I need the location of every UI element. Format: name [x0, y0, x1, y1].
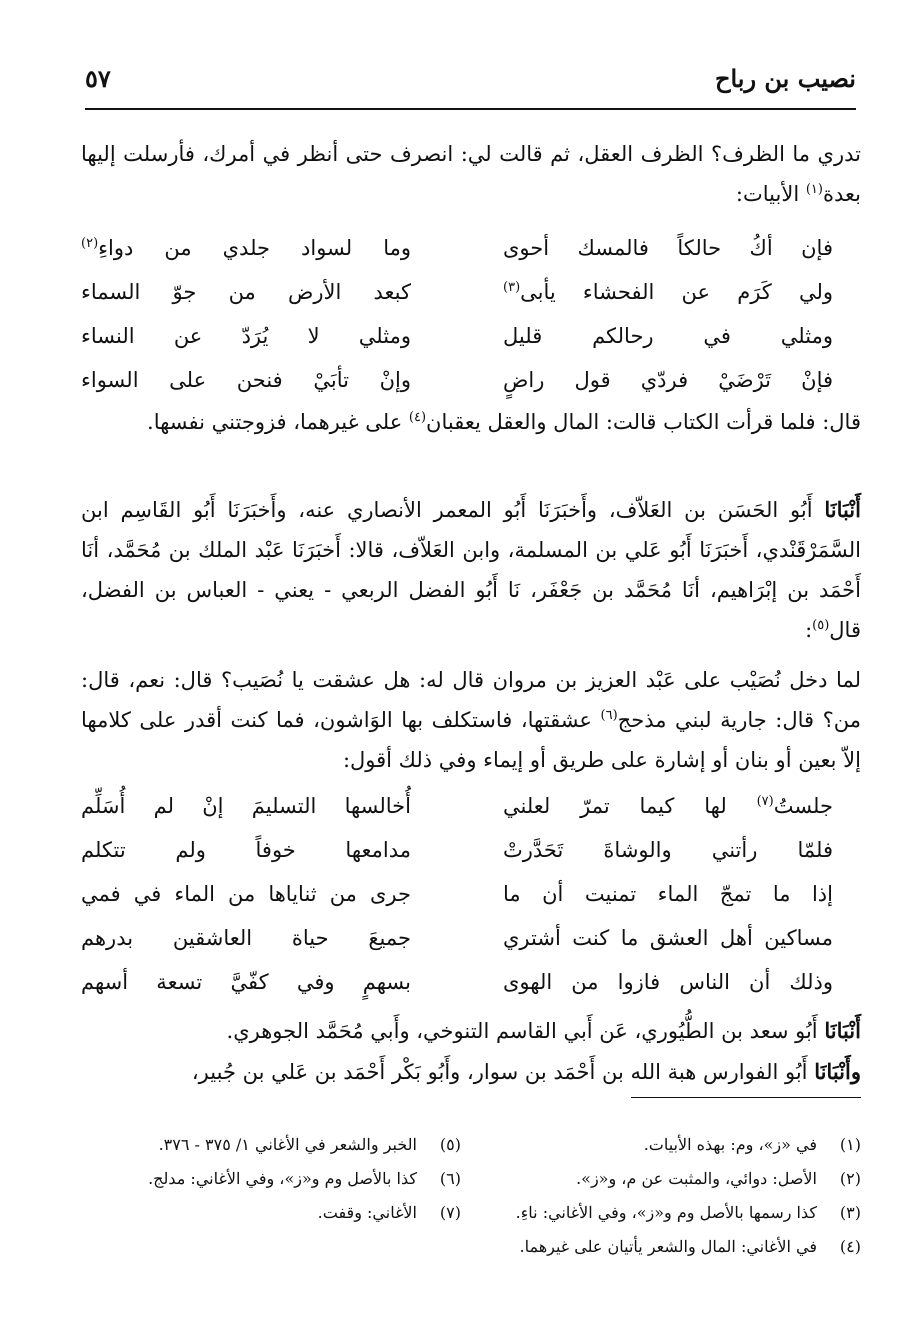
- poem-2: [81, 786, 861, 1006]
- isnad-paragraph: [81, 490, 861, 650]
- paragraph-4-text: لما دخل نُصَيْب على عَبْد العزيز بن مروان قال له: هل عشقت يا نُصَيب؟ قال: نعم، قال: من؟ قال: جارية لبني مذحج: [81, 668, 861, 732]
- hemistich-first: ومثلي في رحالكم قليل: [503, 324, 833, 348]
- footnote-ref-5[interactable]: (٥): [812, 618, 830, 633]
- hemistich-second: وإنْ تأبَيْ فنحن على السواء: [81, 368, 411, 392]
- footnote-rule: [631, 1097, 861, 1098]
- footnote: [481, 1230, 861, 1264]
- footnotes-column-left: [81, 1128, 461, 1230]
- footnote-text: في الأغاني: المال والشعر يأتيان على غيرهما.: [519, 1237, 817, 1256]
- footnote-ref-6[interactable]: (٦): [600, 708, 618, 723]
- hemistich-second: كبعد الأرض من جوّ السماء: [81, 280, 411, 304]
- hemistich-first: فإن أكُ حالكاً فالمسك أحوى: [503, 236, 833, 260]
- paragraph-1-tail: الأبيات:: [735, 182, 806, 206]
- paragraph-1-text: تدري ما الظرف؟ الظرف العقل، ثم قالت لي: انصرف حتى أنظر في أمرك، فأرسلت إليها بعدة: [81, 142, 861, 206]
- page-number: ٥٧: [85, 64, 111, 93]
- hemistich-first: إذا ما تمجّ الماء تمنيت أن ما: [503, 882, 833, 906]
- isnad-lead: أَنْبَانَا: [824, 1018, 861, 1043]
- poem-2-verse: [81, 962, 861, 1006]
- paragraph-4-tail: عشقتها، فاستكلف بها الوَاشون، فما كنت أقدر على كلامها إلاّ بعين أو بنان أو إشارة على طريق أو إيماء وفي ذلك أقول:: [81, 708, 861, 772]
- footnote-number: (٤): [839, 1237, 861, 1256]
- footnote-text: الخبر والشعر في الأغاني ١/ ٣٧٥ - ٣٧٦.: [158, 1135, 417, 1154]
- hemistich-first-text: جلستُ: [773, 794, 833, 818]
- paragraph-1: [81, 134, 861, 214]
- header-rule: [85, 108, 856, 110]
- isnad-text: أَبُو سعد بن الطُّيُوري، عَن أَبي القاسم التنوخي، وأَبي مُحَمَّد الجوهري.: [226, 1019, 825, 1043]
- isnad-lead: أَنْبَانَا: [824, 497, 861, 522]
- footnote-number: (١): [839, 1135, 861, 1154]
- footnote-number: (٢): [839, 1169, 861, 1188]
- isnad-text: أَبُو الحَسَن بن العَلاّف، وأَخبَرَنَا أَبُو المعمر الأنصاري عنه، وأَخبَرَنَا أَبُو القَاسِم ابن السَّمَرْقَنْدي، أَخبَرَنَا أَبُو عَلي بن المسلمة، وابن العَلاّف، قالا: أَخبَرَنَا عَبْد الملك بن مُحَمَّد، أنَا أَحْمَد بن إبْرَاهيم، أنَا مُحَمَّد بن جَعْفَر، نَا أَبُو الفضل الربعي - يعني - العباس بن الفضل، قال: [81, 498, 861, 642]
- hemistich-first: [503, 786, 833, 826]
- paragraph-2-text: قال: فلما قرأت الكتاب قالت: المال والعقل يعقبان: [426, 410, 861, 434]
- hemistich-first: فإنْ تَرْضَيْ فردّي قول راضٍ: [503, 368, 833, 392]
- footnote: [81, 1128, 461, 1162]
- footnote-ref-4[interactable]: (٤): [408, 410, 427, 425]
- footnote: [481, 1162, 861, 1196]
- footnote: [481, 1128, 861, 1162]
- footnote-text: كذا بالأصل وم و«ز»، وفي الأغاني: مدلج.: [148, 1169, 417, 1188]
- footnote-text: الأصل: دوائي، والمثبت عن م، و«ز».: [576, 1169, 817, 1188]
- hemistich-first: فلمّا رأتني والوشاةَ تَحَدَّرتْ: [503, 838, 833, 862]
- poem-2-verse: [81, 830, 861, 874]
- hemistich-first-tail: لها كيما تمرّ لعلني: [503, 794, 757, 818]
- poem-2-verse: [81, 786, 861, 830]
- hemistich-second: بسهمٍ وفي كفّيَّ تسعة أسهم: [81, 970, 411, 994]
- isnad-text: أَبُو الفوارس هبة الله بن أَحْمَد بن سوار، وأَبُو بَكْر أَحْمَد بن عَلي بن جُبير،: [191, 1060, 815, 1084]
- poem-1-verse: [81, 272, 861, 316]
- footnote-number: (٣): [839, 1203, 861, 1222]
- hemistich-second: أُخالسها التسليمَ إنْ لم أُسَلِّم: [81, 794, 411, 818]
- hemistich-second-text: وما لسواد جلدي من دواءِ: [98, 236, 411, 260]
- hemistich-first: [503, 272, 833, 312]
- footnotes-column-right: [481, 1128, 861, 1264]
- isnad-lead: وأَنْبَانَا: [814, 1059, 861, 1084]
- hemistich-second: ومثلي لا يُرَدّ عن النساء: [81, 324, 411, 348]
- footnote-ref-2[interactable]: (٢): [81, 236, 99, 251]
- footnote-ref-3[interactable]: (٣): [503, 280, 521, 295]
- footnote-text: الأغاني: وقفت.: [317, 1203, 417, 1222]
- footnote-text: كذا رسمها بالأصل وم و«ز»، وفي الأغاني: ناءِ.: [515, 1203, 817, 1222]
- isnad-paragraph: [81, 1052, 861, 1092]
- hemistich-first: وذلك أن الناس فازوا من الهوى: [503, 970, 833, 994]
- hemistich-second: [81, 228, 411, 268]
- poem-1-verse: [81, 228, 861, 272]
- footnote-ref-7[interactable]: (٧): [756, 794, 774, 809]
- hemistich-second: جميعَ حياة العاشقين بدرهم: [81, 926, 411, 950]
- footnote: [481, 1196, 861, 1230]
- footnote: [81, 1196, 461, 1230]
- page-header: [85, 62, 856, 102]
- hemistich-first-text: ولي كَرَم عن الفحشاء يأبى: [520, 280, 833, 304]
- poem-2-verse: [81, 874, 861, 918]
- footnote: [81, 1162, 461, 1196]
- paragraph-2-tail: على غيرهما، فزوجتني نفسها.: [147, 410, 409, 434]
- poem-1-verse: [81, 316, 861, 360]
- isnad-tail: :: [805, 618, 813, 642]
- paragraph-4: [81, 660, 861, 780]
- footnote-number: (٦): [439, 1169, 461, 1188]
- isnad-paragraph: [81, 1011, 861, 1051]
- hemistich-first: مساكين أهل العشق ما كنت أشتري: [503, 926, 833, 950]
- poem-1: [81, 228, 861, 404]
- footnote-number: (٥): [439, 1135, 461, 1154]
- hemistich-second: جرى من ثناياها من الماء في فمي: [81, 882, 411, 906]
- footnote-ref-1[interactable]: (١): [805, 182, 823, 197]
- footnote-number: (٧): [439, 1203, 461, 1222]
- poem-2-verse: [81, 918, 861, 962]
- running-title: نصيب بن رباح: [714, 64, 856, 93]
- poem-1-verse: [81, 360, 861, 404]
- paragraph-2: [81, 402, 861, 442]
- footnote-text: في «ز»، وم: بهذه الأبيات.: [643, 1135, 817, 1154]
- hemistich-second: مدامعها خوفاً ولم تتكلم: [81, 838, 411, 862]
